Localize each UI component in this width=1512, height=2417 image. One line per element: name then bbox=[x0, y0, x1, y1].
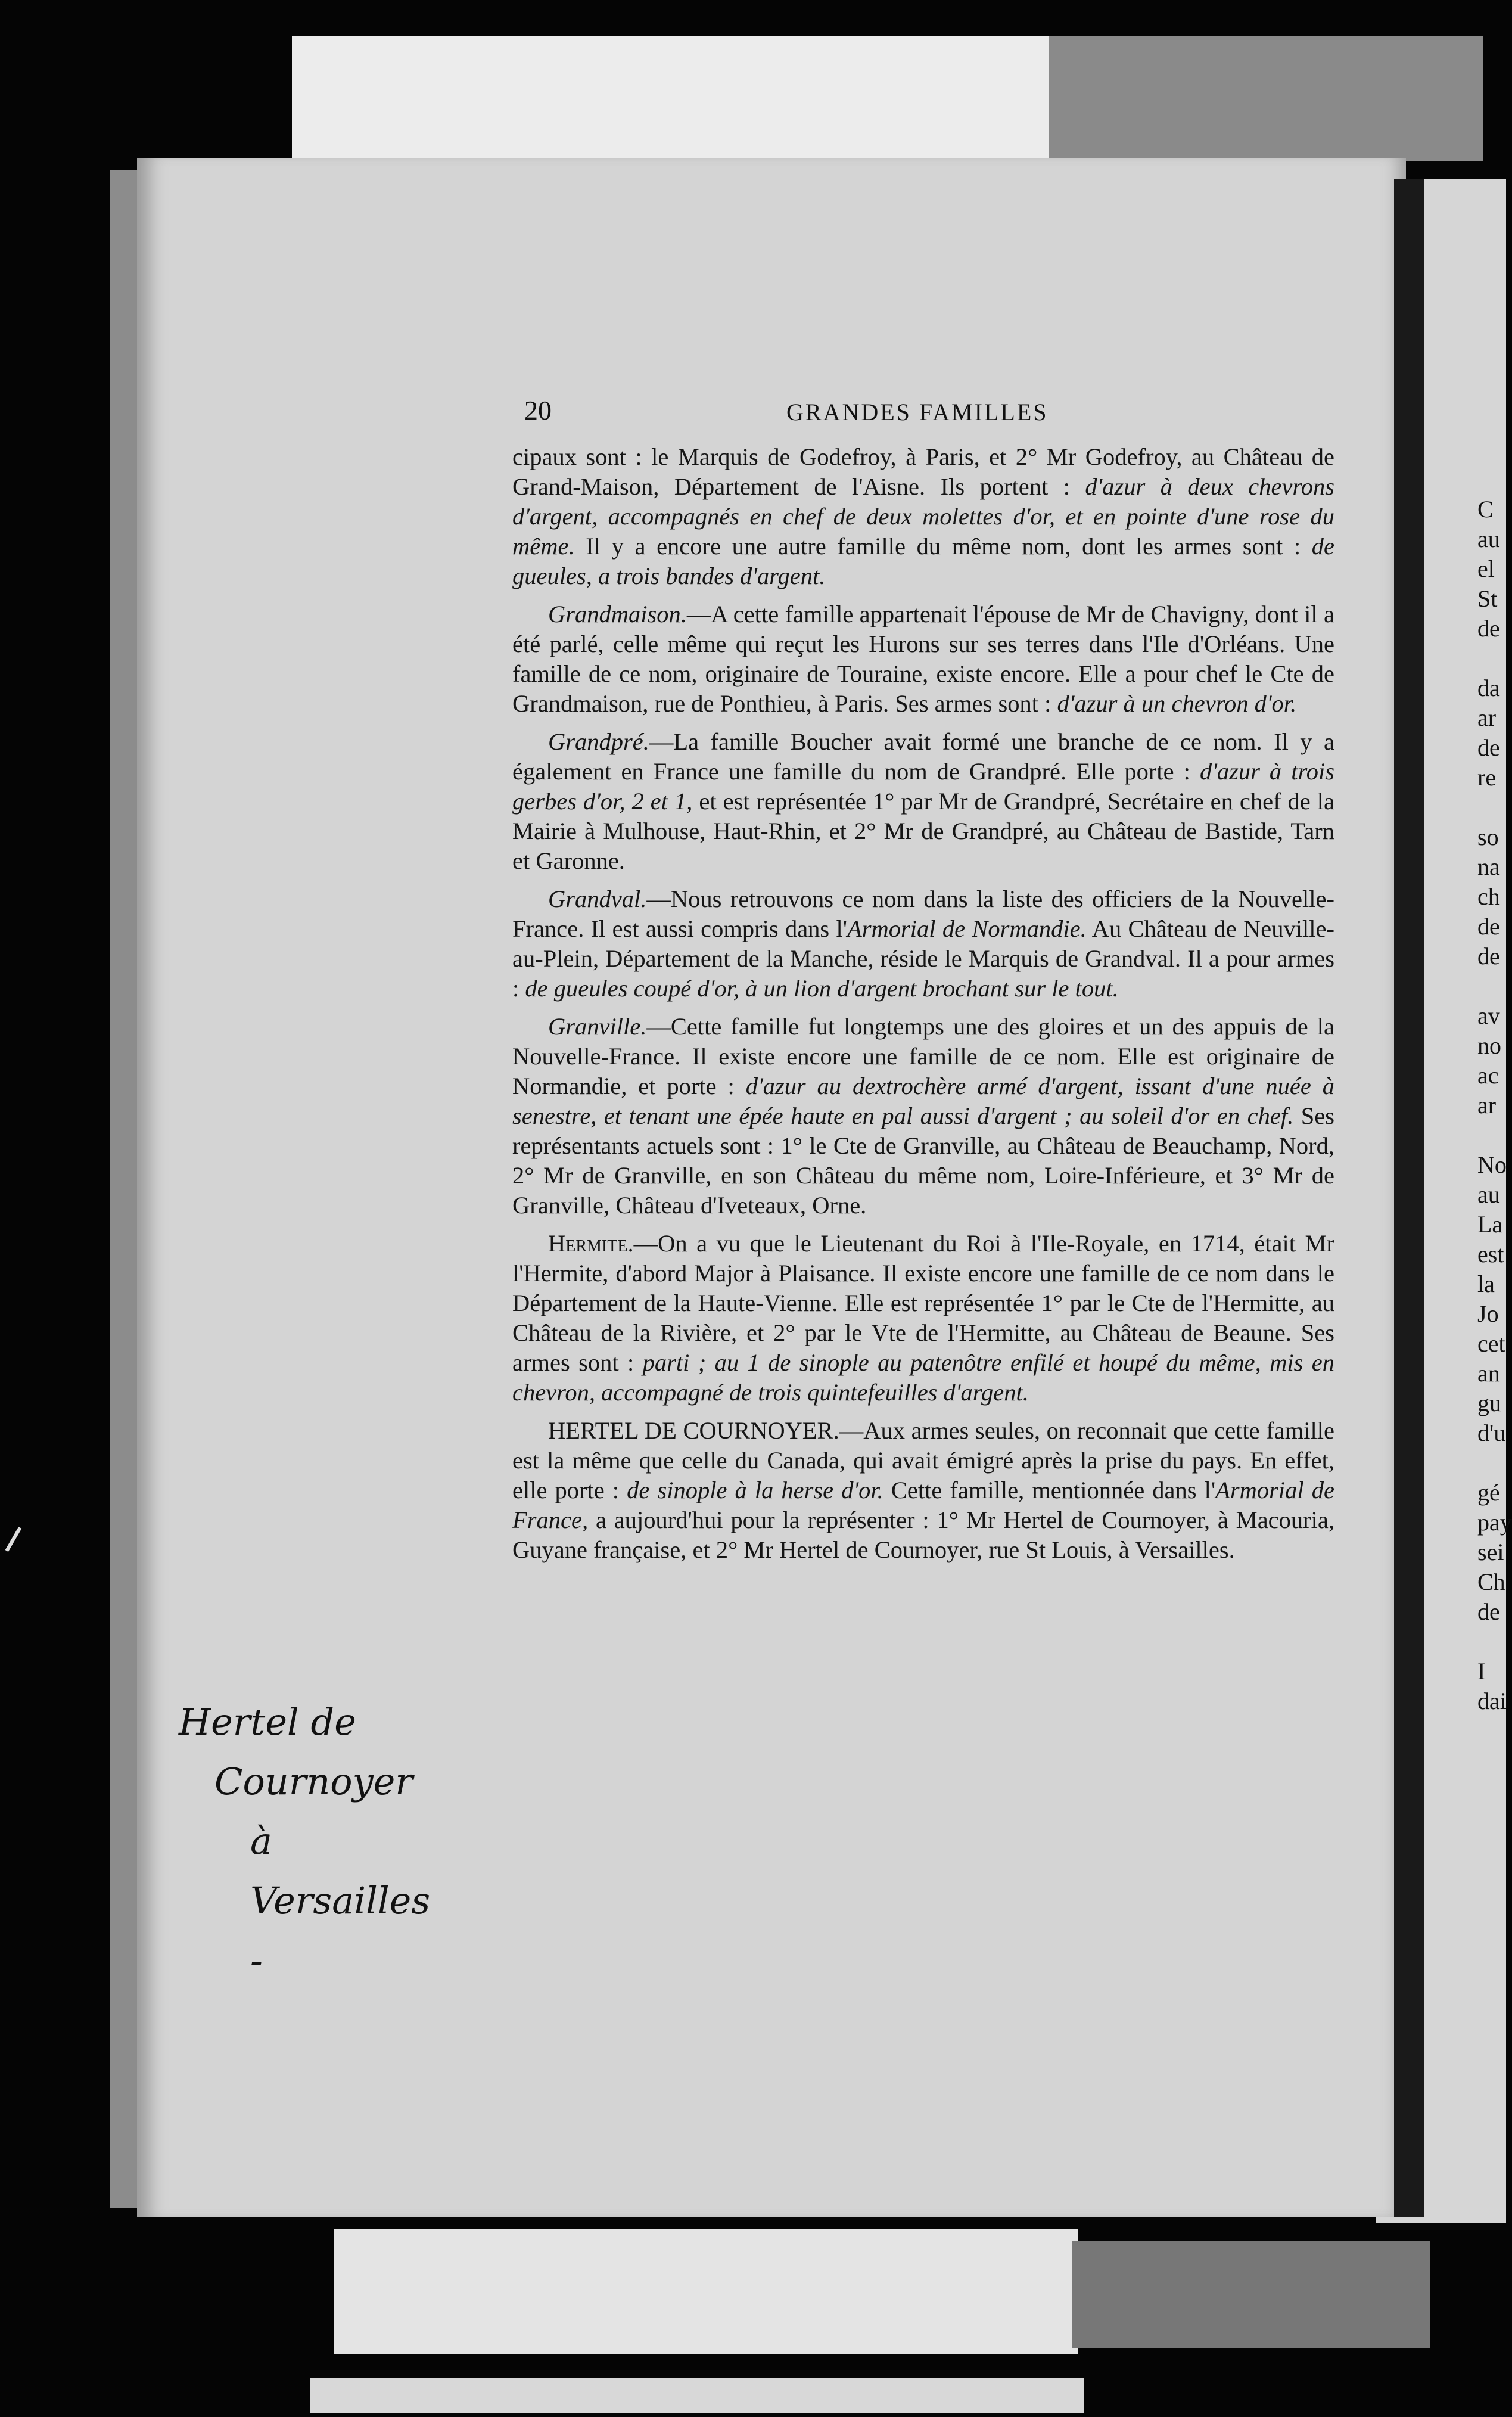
facing-page-fragment: au bbox=[1477, 1181, 1500, 1208]
facing-page-fragment: ar bbox=[1477, 1092, 1497, 1119]
background-strip-top-right bbox=[1049, 36, 1483, 161]
facing-page-fragment: est bbox=[1477, 1241, 1504, 1267]
paragraph bbox=[512, 1416, 1334, 1565]
text-run: —La famille Boucher avait formé une branche de ce nom. Il y a également en France une famille du nom de Grandpré. Elle porte : bbox=[512, 728, 1334, 785]
blazon-text: de gueules, a trois bandes d'argent. bbox=[512, 533, 1334, 589]
page-number: 20 bbox=[524, 395, 552, 425]
text-run: —Cette famille fut longtemps une des gloires et un des appuis de la Nouvelle-France. Il existe encore une famille de ce nom. Elle est originaire de Normandie, et porte : bbox=[512, 1013, 1334, 1099]
facing-page-fragment bbox=[1477, 1627, 1506, 1657]
paragraph bbox=[512, 599, 1334, 719]
paragraph bbox=[512, 884, 1334, 1004]
facing-page-fragment: de bbox=[1477, 734, 1500, 761]
blazon-text: d'azur à un chevron d'or. bbox=[1057, 690, 1297, 717]
facing-page-fragment: C bbox=[1477, 496, 1494, 523]
facing-page-fragment: au bbox=[1477, 526, 1500, 552]
running-title: GRANDES FAMILLES bbox=[786, 399, 1049, 425]
entry-heading: Hermite. bbox=[548, 1230, 634, 1257]
paragraph bbox=[512, 442, 1334, 591]
entry-heading: HERTEL DE COURNOYER. bbox=[548, 1417, 839, 1444]
background-strip-top bbox=[292, 36, 1054, 158]
blazon-text: Armorial de France, bbox=[512, 1477, 1334, 1533]
facing-page-fragment bbox=[1477, 1120, 1506, 1150]
entry-heading: Granville. bbox=[548, 1013, 647, 1040]
facing-page-fragment: ar bbox=[1477, 704, 1497, 731]
text-run: Cette famille, mentionnée dans l' bbox=[883, 1477, 1216, 1503]
facing-page-fragment bbox=[1477, 793, 1506, 822]
facing-page-fragment: de bbox=[1477, 1598, 1500, 1625]
background-strip-bottom-edge bbox=[310, 2378, 1084, 2413]
facing-page-fragment bbox=[1477, 971, 1506, 1001]
book-gutter bbox=[1394, 179, 1424, 2217]
facing-page-fragment: gu bbox=[1477, 1390, 1501, 1416]
blazon-text: parti ; au 1 de sinople au patenôtre enfilé et houpé du même, mis en chevron, accompagné de trois quintefeuilles d'argent. bbox=[512, 1349, 1334, 1406]
facing-page-fragment: ac bbox=[1477, 1062, 1499, 1089]
entry-heading: Grandmaison. bbox=[548, 601, 687, 627]
facing-page-fragment: gé bbox=[1477, 1479, 1500, 1506]
facing-page-fragment: de bbox=[1477, 913, 1500, 940]
facing-page-fragment: sei bbox=[1477, 1539, 1504, 1565]
facing-page-text-fragments bbox=[1477, 495, 1512, 1716]
scan-mark bbox=[5, 1527, 22, 1552]
text-run: —Aux armes seules, on reconnait que cette famille est la même que celle du Canada, qui avait émigré après la prise du pays. En effet, elle porte : bbox=[512, 1417, 1334, 1503]
page-body-text bbox=[512, 442, 1334, 1573]
facing-page-fragment: La bbox=[1477, 1211, 1503, 1238]
facing-page-fragment bbox=[1477, 1448, 1506, 1478]
facing-page-fragment: re bbox=[1477, 764, 1497, 791]
text-run: Il y a encore une autre famille du même nom, dont les armes sont : bbox=[574, 533, 1312, 560]
entry-heading: Grandval. bbox=[548, 886, 647, 912]
text-run: —Nous retrouvons ce nom dans la liste des officiers de la Nouvelle-France. Il est aussi compris dans l' bbox=[512, 886, 1334, 942]
page-header bbox=[524, 394, 1317, 430]
blazon-text: de sinople à la herse d'or. bbox=[627, 1477, 883, 1503]
facing-page-fragment: pay bbox=[1477, 1509, 1512, 1536]
facing-page-fragment: el bbox=[1477, 555, 1495, 582]
handwritten-line: à Versailles - bbox=[250, 1819, 431, 1982]
facing-page-fragment: Ch bbox=[1477, 1568, 1505, 1595]
blazon-text: d'azur au dextrochère armé d'argent, issant d'une nuée à senestre, et tenant une épée haute en pal aussi d'argent ; au soleil d'or en chef. bbox=[512, 1073, 1334, 1129]
text-run: et est représentée 1° par Mr de Grandpré, Secrétaire en chef de la Mairie à Mulhouse, Haut-Rhin, et 2° Mr de Grandpré, au Château de Bastide, Tarn et Garonne. bbox=[512, 788, 1335, 874]
facing-page-fragment: de bbox=[1477, 615, 1500, 642]
facing-page-fragment: cet bbox=[1477, 1330, 1505, 1357]
entry-heading: Grandpré. bbox=[548, 728, 649, 755]
background-strip-bottom-right bbox=[1072, 2241, 1430, 2348]
handwritten-line: Hertel de bbox=[179, 1700, 356, 1744]
facing-page-fragment: Jo bbox=[1477, 1300, 1499, 1327]
facing-page-fragment: an bbox=[1477, 1360, 1500, 1387]
blazon-text: de gueules coupé d'or, à un lion d'argent brochant sur le tout. bbox=[525, 975, 1119, 1002]
facing-page-fragment: da bbox=[1477, 675, 1500, 701]
facing-page-fragment: na bbox=[1477, 853, 1500, 880]
text-run: Au Château de Neuville-au-Plein, Département de la Manche, réside le Marquis de Grandval. Il a pour armes : bbox=[512, 915, 1334, 1002]
facing-page-fragment: av bbox=[1477, 1002, 1500, 1029]
text-run: —A cette famille appartenait l'épouse de Mr de Chavigny, dont il a été parlé, celle même qui reçut les Hurons sur ses terres dans l'Ile d'Orléans. Une famille de ce nom, originaire de Touraine, existe encore. Elle a pour chef le Cte de Grandmaison, rue de Ponthieu, à Paris. Ses armes sont : bbox=[512, 601, 1334, 717]
facing-page-fragment: d'u bbox=[1477, 1419, 1506, 1446]
facing-page-fragment: de bbox=[1477, 943, 1500, 970]
text-run: cipaux sont : le Marquis de Godefroy, à Paris, et 2° Mr Godefroy, au Château de Grand-Maison, Département de l'Aisne. Ils portent : bbox=[512, 443, 1334, 500]
handwritten-note bbox=[179, 1692, 447, 1990]
text-run: a aujourd'hui pour la représenter : 1° Mr Hertel de Cournoyer, à Macouria, Guyane française, et 2° Mr Hertel de Cournoyer, rue St Louis, à Versailles. bbox=[512, 1506, 1334, 1563]
background-strip-bottom bbox=[334, 2229, 1078, 2354]
paragraph bbox=[512, 1229, 1334, 1408]
facing-page-fragment: dai bbox=[1477, 1688, 1507, 1714]
facing-page-fragment: la bbox=[1477, 1270, 1495, 1297]
blazon-text: d'azur à trois gerbes d'or, 2 et 1, bbox=[512, 758, 1334, 815]
facing-page-fragment: No bbox=[1477, 1151, 1507, 1178]
blazon-text: Armorial de Normandie. bbox=[847, 915, 1087, 942]
paragraph bbox=[512, 727, 1334, 876]
paragraph bbox=[512, 1012, 1334, 1220]
facing-page-fragment: no bbox=[1477, 1032, 1501, 1059]
facing-page-fragment bbox=[1477, 644, 1506, 673]
handwritten-line: Cournoyer bbox=[214, 1760, 413, 1803]
text-run: Ses représentants actuels sont : 1° le Cte de Granville, au Château de Beauchamp, Nord, 2° Mr de Granville, en son Château du même nom, Loire-Inférieure, et 3° Mr de Granville, Château d'Iveteaux, Orne. bbox=[512, 1102, 1334, 1219]
facing-page-fragment: St bbox=[1477, 585, 1498, 612]
facing-page-fragment: ch bbox=[1477, 883, 1500, 910]
blazon-text: d'azur à deux chevrons d'argent, accompagnés en chef de deux molettes d'or, et en pointe d'une rose du même. bbox=[512, 473, 1334, 560]
facing-page-fragment: I bbox=[1477, 1658, 1486, 1685]
facing-page-fragment: so bbox=[1477, 824, 1499, 850]
text-run: —On a vu que le Lieutenant du Roi à l'Ile-Royale, en 1714, était Mr l'Hermite, d'abord Major à Plaisance. Il existe encore une famille de ce nom dans le Département de la Haute-Vienne. Elle est représentée 1° par le Cte de l'Hermitte, au Château de la Rivière, et 2° par le Vte de l'Hermitte, au Château de Beaune. Ses armes sont : bbox=[512, 1230, 1334, 1376]
